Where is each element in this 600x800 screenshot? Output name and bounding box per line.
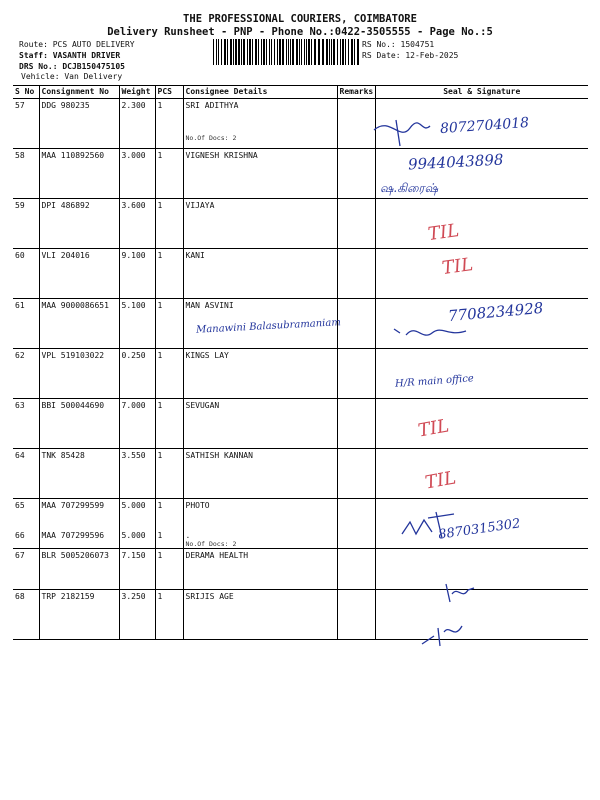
cell-remarks: [337, 149, 375, 199]
cell-pcs: 1: [155, 99, 183, 149]
cell-consignee: SATHISH KANNAN: [183, 449, 337, 499]
cell-remarks: [337, 529, 375, 549]
cell-consignee: VIJAYA: [183, 199, 337, 249]
cell-consignment: BLR 5005206073: [39, 549, 119, 590]
cell-pcs: 1: [155, 149, 183, 199]
cell-consignee: [183, 99, 337, 149]
cell-pcs: 1: [155, 549, 183, 590]
staff-label: Staff: VASANTH DRIVER: [19, 51, 121, 60]
table-row: [13, 549, 588, 590]
cell-sno: 63: [13, 399, 39, 449]
cell-signature: [375, 399, 588, 449]
handwritten-note-62: H/R main office: [394, 373, 475, 390]
rs-date: RS Date: 12-Feb-2025: [362, 51, 459, 60]
cell-remarks: [337, 399, 375, 449]
signature-57-scribble: [370, 112, 440, 152]
cell-sno: 60: [13, 249, 39, 299]
cell-signature: [375, 590, 588, 640]
cell-consignment: TNK 85428: [39, 449, 119, 499]
cell-sno: 64: [13, 449, 39, 499]
handwritten-sig-58: ஷ.கிரைஷ்: [380, 181, 439, 195]
cell-weight: 2.300: [119, 99, 155, 149]
cell-signature: [375, 549, 588, 590]
cell-signature: [375, 249, 588, 299]
cell-consignee: SRIJIS AGE: [183, 590, 337, 640]
cell-sno: 68: [13, 590, 39, 640]
cell-pcs: 1: [155, 499, 183, 529]
cell-pcs: 1: [155, 529, 183, 549]
cell-consignment: VPL 519103022: [39, 349, 119, 399]
company-title: THE PROFESSIONAL COURIERS, COIMBATORE: [183, 13, 417, 25]
handwritten-phone-58: 9944043898: [407, 150, 504, 174]
runsheet-subtitle: Delivery Runsheet - PNP - Phone No.:0422-3505555 - Page No.:5: [107, 26, 493, 38]
col-sno-header: S No: [13, 86, 39, 99]
cell-consignee: VIGNESH KRISHNA: [183, 149, 337, 199]
cell-sno: 65: [15, 501, 25, 510]
table-row: [13, 249, 588, 299]
table-row: [13, 449, 588, 499]
cell-remarks: [337, 549, 375, 590]
cell-remarks: [337, 449, 375, 499]
cell-consignee: MAN ASVINI: [183, 299, 337, 349]
cell-sno: 61: [13, 299, 39, 349]
docs-count: No.Of Docs: 2: [185, 539, 237, 548]
cell-sno: 59: [13, 199, 39, 249]
handwritten-name-61: Manawini Balasubramaniam: [195, 317, 342, 336]
cell-signature: [375, 349, 588, 399]
table-row: [13, 399, 588, 449]
cell-remarks: [337, 249, 375, 299]
cell-consignee: SEVUGAN: [183, 399, 337, 449]
cell-consignment: MAA 707299596: [39, 529, 119, 549]
cell-weight: 9.100: [119, 249, 155, 299]
cell-pcs: 1: [155, 299, 183, 349]
cell-consignment: BBI 500044690: [39, 399, 119, 449]
table-row: [13, 349, 588, 399]
cell-consignment: MAA 9000086651: [39, 299, 119, 349]
cell-sno: 67: [13, 549, 39, 590]
cell-consignment: DDG 980235: [39, 99, 119, 149]
cell-pcs: 1: [155, 249, 183, 299]
cell-pcs: 1: [155, 399, 183, 449]
cell-pcs: 1: [155, 590, 183, 640]
signature-67-scribble: [440, 578, 480, 606]
cell-weight: 7.150: [119, 549, 155, 590]
cell-weight: 5.000: [119, 529, 155, 549]
cell-pcs: 1: [155, 199, 183, 249]
cell-weight: 5.100: [119, 299, 155, 349]
cell-remarks: [337, 349, 375, 399]
barcode-image: [213, 39, 359, 65]
cell-consignee: KANI: [183, 249, 337, 299]
handwritten-initials-60b: TIL: [440, 253, 475, 280]
handwritten-initials-63: TIL: [416, 415, 451, 442]
handwritten-initials-60a: TIL: [426, 219, 461, 246]
cell-sno: 66: [13, 529, 39, 549]
handwritten-phone-57: 8072704018: [439, 114, 530, 138]
cell-weight: 3.000: [119, 149, 155, 199]
col-seal-header: Seal & Signature: [375, 86, 588, 99]
cell-sno: 62: [13, 349, 39, 399]
cell-weight: 3.550: [119, 449, 155, 499]
cell-consignee: DERAMA HEALTH: [183, 549, 337, 590]
cell-consignee: KINGS LAY: [183, 349, 337, 399]
cell-remarks: [337, 199, 375, 249]
cell-sno: 57: [13, 99, 39, 149]
cell-consignee: PHOTO: [183, 499, 337, 529]
cell-remarks: [337, 590, 375, 640]
col-consignment-header: Consignment No: [39, 86, 119, 99]
cell-consignee: [183, 529, 337, 549]
col-pcs-header: PCS: [155, 86, 183, 99]
handwritten-initials-64: TIL: [423, 467, 458, 494]
handwritten-phone-65: 8870315302: [437, 516, 522, 543]
cell-consignment: DPI 486892: [39, 199, 119, 249]
cell-pcs: 1: [155, 349, 183, 399]
cell-weight: 3.600: [119, 199, 155, 249]
col-weight-header: Weight: [119, 86, 155, 99]
handwritten-phone-61: 7708234928: [447, 298, 545, 326]
cell-weight: 7.000: [119, 399, 155, 449]
consignee-name: SRI ADITHYA: [185, 101, 239, 110]
cell-consignment: MAA 110892560: [39, 149, 119, 199]
cell-weight: 0.250: [119, 349, 155, 399]
table-row: [13, 590, 588, 640]
drs-number: DRS No.: DCJB150475105: [19, 62, 125, 71]
table-row: [13, 199, 588, 249]
cell-signature: [375, 199, 588, 249]
cell-pcs: 1: [155, 449, 183, 499]
cell-sno: 58: [13, 149, 39, 199]
signature-68-scribble: [418, 614, 468, 650]
col-remarks-header: Remarks: [337, 86, 375, 99]
cell-weight: 5.000: [119, 499, 155, 529]
signature-61-scribble: [392, 315, 472, 345]
col-consignee-header: Consignee Details: [183, 86, 337, 99]
cell-remarks: [337, 499, 375, 529]
cell-remarks: [337, 299, 375, 349]
cell-consignment: VLI 204016: [39, 249, 119, 299]
docs-count: No.Of Docs: 2: [185, 134, 237, 142]
cell-consignment: TRP 2182159: [39, 590, 119, 640]
cell-consignment: MAA 707299599: [39, 499, 119, 529]
cell-signature: [375, 449, 588, 499]
route-label: Route: PCS AUTO DELIVERY: [19, 40, 135, 49]
cell-weight: 3.250: [119, 590, 155, 640]
consignee-name: .: [185, 530, 191, 540]
vehicle-label: Vehicle: Van Delivery: [21, 72, 123, 81]
rs-number: RS No.: 1504751: [362, 40, 435, 49]
table-header-row: [13, 86, 588, 99]
